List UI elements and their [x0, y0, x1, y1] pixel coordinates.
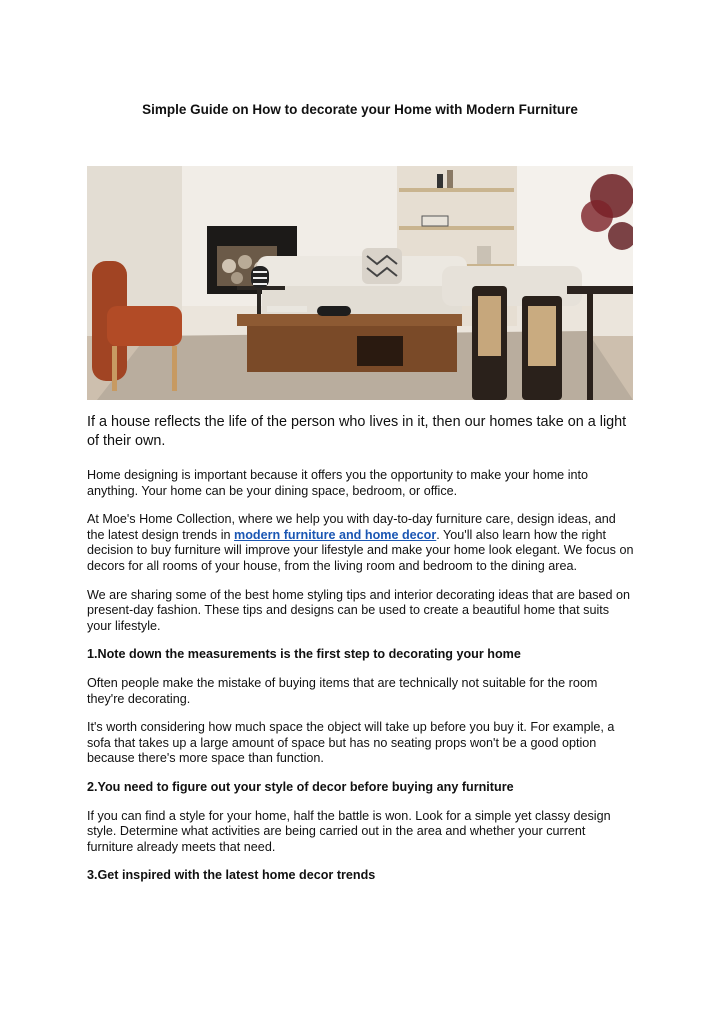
paragraph: Home designing is important because it offers you the opportunity to make your home into anything. Your home can be your dining space, bedroom, or office. [87, 468, 588, 498]
paragraph: It's worth considering how much space the object will take up before you buy it. For example, a sofa that takes up a large amount of space but has no seating props won't be a good option because there's more space than function. [87, 720, 615, 766]
article-body [87, 413, 635, 897]
paragraph-text: At Moe's Home Collection, where we help you with day-to-day furniture care, design ideas, and the latest design trends in [87, 512, 616, 542]
paragraph: We are sharing some of the best home styling tips and interior decorating ideas that are based on present-day fashion. These tips and designs can be used to create a beautiful home that suits your lifestyle. [87, 587, 631, 633]
lead-paragraph: If a house reflects the life of the person who lives in it, then our homes take on a light of their own. [87, 414, 627, 449]
paragraph-with-link [87, 512, 635, 574]
section-heading: 3.Get inspired with the latest home decor trends [87, 868, 376, 883]
paragraph: If you can find a style for your home, half the battle is won. Look for a simple yet classy design style. Determine what activities are being carried out in the area and whether your current furniture already meets that need. [87, 808, 611, 854]
section-heading: 1.Note down the measurements is the first step to decorating your home [87, 647, 521, 662]
paragraph-text: . You'll also learn how the right decision to buy furniture will improve your lifestyle and make your home look elegant. We focus on decors for all rooms of your house, from the living room and bedroom to the dining area. [87, 527, 634, 573]
paragraph: Often people make the mistake of buying items that are technically not suitable for the room they're decorating. [87, 675, 598, 706]
hero-image [87, 166, 633, 400]
page-title: Simple Guide on How to decorate your Home with Modern Furniture [142, 102, 578, 117]
section-heading: 2.You need to figure out your style of decor before buying any furniture [87, 779, 514, 794]
modern-furniture-link[interactable]: modern furniture and home decor [234, 527, 437, 542]
